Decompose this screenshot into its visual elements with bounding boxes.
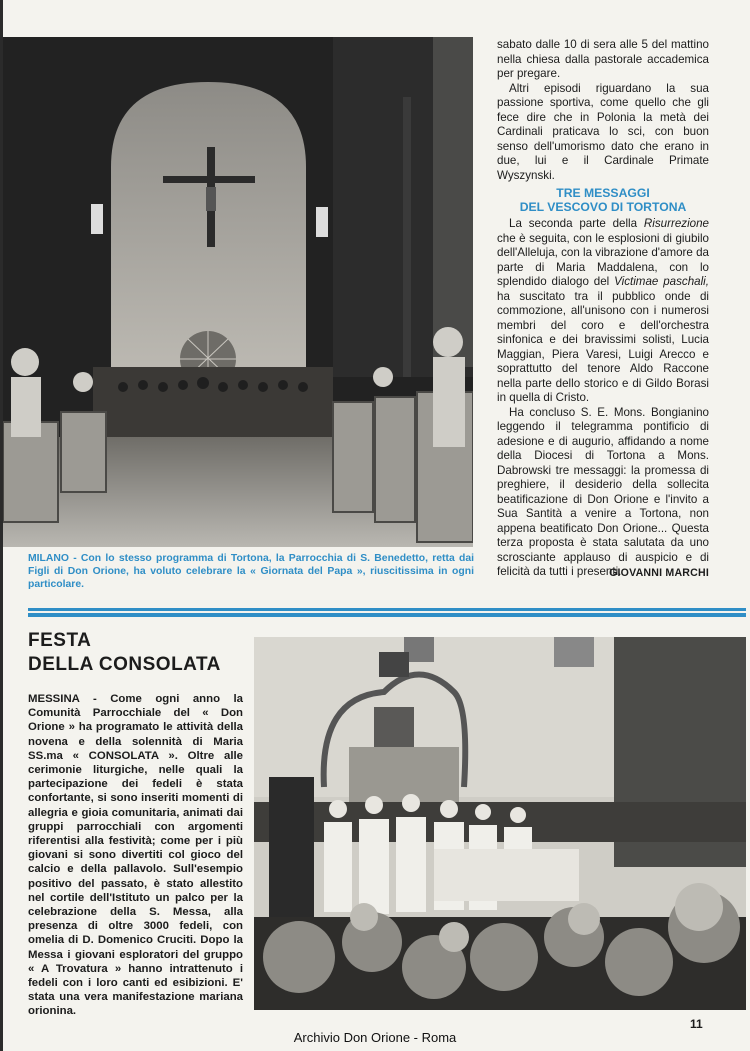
paragraph-3-italic-2: Victimae paschali, bbox=[614, 275, 709, 288]
church-interior-photo bbox=[3, 37, 473, 547]
subhead-line-1: TRE MESSAGGI bbox=[556, 186, 650, 200]
paragraph-3-c: ha suscitato tra il pubblico onde di commozione, all'unisono con i numerosi membri del coro e dell'orchestra sinfonica e dei bravissimi solisti, Lucia Maggian, Piera Varesi, Luigi Arecco e soprattutto del tenore Aldo Raccone nella parte dello storico e di Gildo Borasi in quella di Cristo. bbox=[497, 289, 709, 404]
archive-credit: Archivio Don Orione - Roma bbox=[293, 1030, 457, 1045]
article-headline bbox=[28, 629, 243, 677]
page-number: 11 bbox=[690, 1017, 703, 1031]
paragraph-3-b: che è seguita, con le esplosioni di giubilo dell'Alleluja, con la vibrazione d'amore da parte di Maria Maddalena, con lo splendido dialogo del bbox=[497, 231, 709, 288]
festa-article-body: MESSINA - Come ogni anno la Comunità Parrocchiale del « Don Orione » ha programato le attività della novena e della solennità di Maria SS.ma « CONSOLATA ». Oltre alle cerimonie liturgiche, nelle quali la partecipazione dei fedeli è stata confortante, si sono inseriti momenti di allegria e gioia comunitaria, animati dai gruppi parrocchiali con argomenti riferentisi alla festività; come per i più giovani si sono divertiti col gioco del calcio e della pallavolo. Sull'esempio positivo del passato, è stato allestito nel cortile dell'Istituto un palco per la celebrazione della S. Messa, alla presenza di oltre 3000 fedeli, con omelia di D. Domenico Cruciti. Dopo la Messa i giovani esploratori del gruppo « A Trovatura » hanno intrattenuto i fedeli con i loro canti ed esibizioni. E' stata una vera manifestazione mariana orionina. bbox=[28, 693, 243, 1018]
paragraph-3 bbox=[497, 217, 709, 406]
section-subhead bbox=[497, 186, 709, 214]
paragraph-1: sabato dalle 10 di sera alle 5 del mattino nella chiesa dalla pastorale accademica per pregare. bbox=[497, 38, 709, 80]
headline-line-1: FESTA bbox=[28, 630, 92, 651]
caption-place: MILANO bbox=[28, 553, 69, 564]
subhead-line-2: DEL VESCOVO DI TORTONA bbox=[519, 200, 687, 214]
consolata-celebration-photo bbox=[254, 637, 746, 1010]
paragraph-2: Altri episodi riguardano la sua passione sportiva, come quello che gli fece dire che in Polonia la metà dei Cardinali praticava lo sci, con buon senso dell'umorismo dato che erano in due, lui e il Cardinale Primate Wyszynski. bbox=[497, 81, 709, 182]
top-photo-caption bbox=[28, 552, 474, 591]
paragraph-3-a: La seconda parte della bbox=[509, 217, 644, 230]
paragraph-4: Ha concluso S. E. Mons. Bongianino leggendo il telegramma pontificio di adesione e di augurio, affidando a nome della Diocesi di Tortona a Mons. Dabrowski tre messaggi: la promessa di preghiere, il desiderio della sollecita beatificazione di Don Orione e l'invito a Sua Santità a venire a Tortona, non appena beatificato Don Orione... Questa terza proposta è stata salutata da uno scrosciante applauso di auspicio e di felicità da tutti i presenti. bbox=[497, 405, 709, 578]
paragraph-3-italic-1: Risurrezione bbox=[643, 217, 709, 230]
article-right-column bbox=[497, 38, 709, 580]
headline-line-2: DELLA CONSOLATA bbox=[28, 654, 221, 675]
caption-text: - Con lo stesso programma di Tortona, la Parrocchia di S. Benedetto, retta dai Figli di Don Orione, ha voluto celebrare la « Giornata del Papa », riuscitissima in ogni particolare. bbox=[28, 553, 474, 590]
section-divider bbox=[28, 608, 746, 617]
author-signature: GIOVANNI MARCHI bbox=[609, 566, 709, 579]
